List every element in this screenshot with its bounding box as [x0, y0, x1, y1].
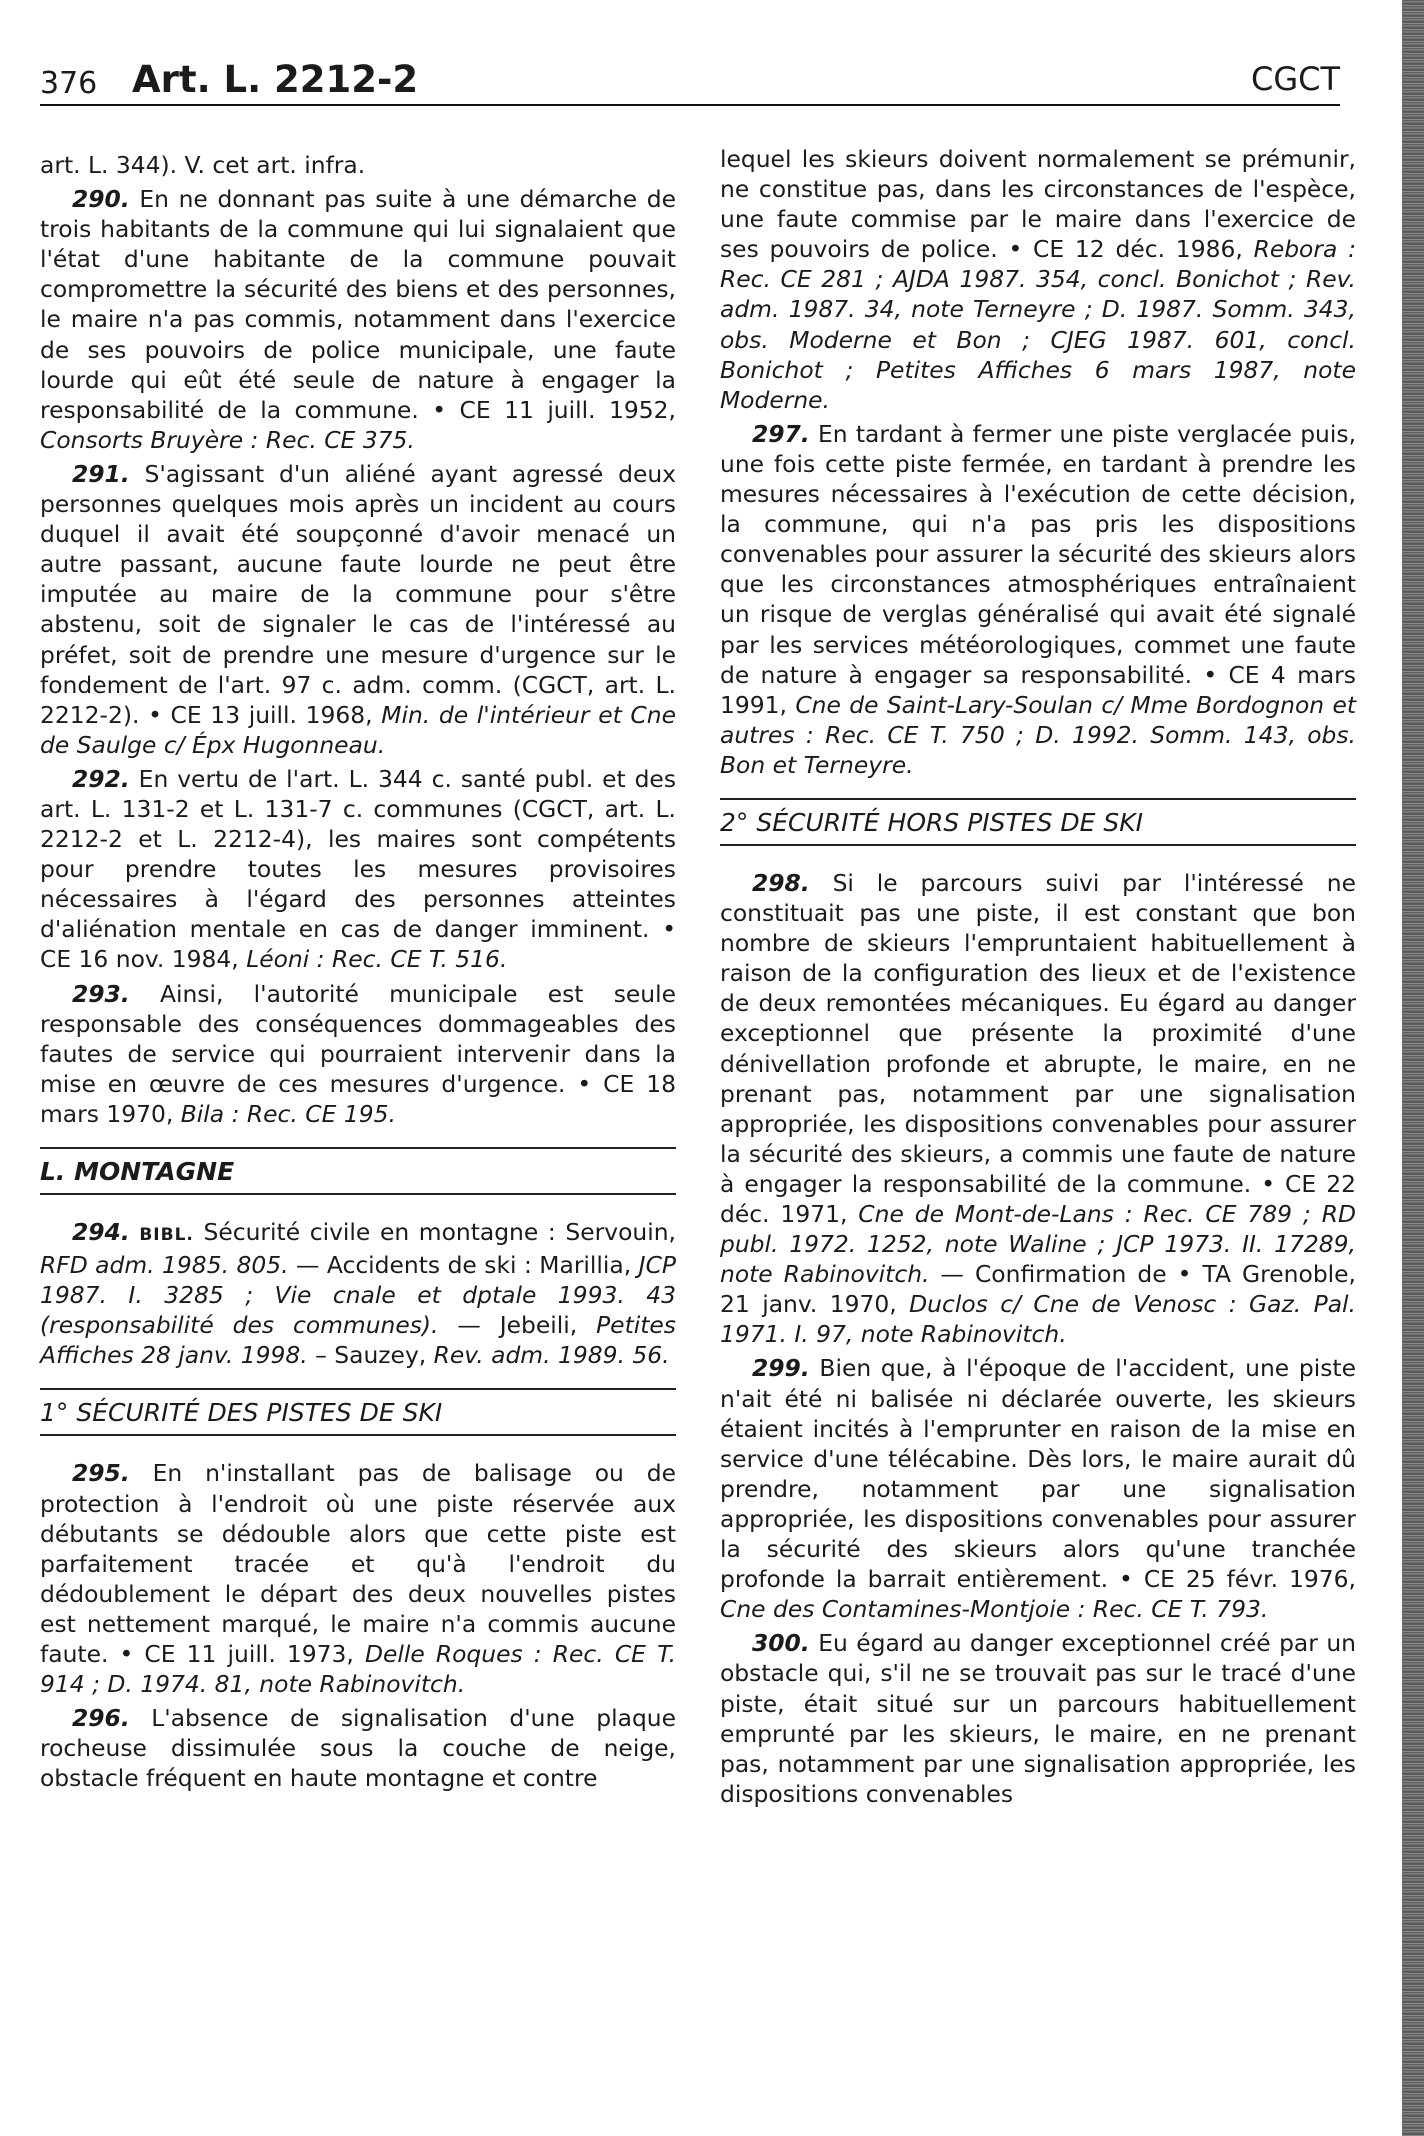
- paragraph-298: 298. Si le parcours suivi par l'intéressé ne constituait pas une piste, il est constant que bon nombre de skieurs l'empruntaient habituellement à raison de la configuration des lieux et de l'existence de deux remontées mécaniques. Eu égard au danger exceptionnel que présente la proximité d'une dénivellation profonde et abrupte, le maire, en ne prenant pas, notamment par une signalisation appropriée, les dispositions convenables pour assurer la sécurité des skieurs, a commis une faute de nature à engager la responsabilité de la commune. • CE 22 déc. 1971, Cne de Mont-de-Lans : Rec. CE 789 ; RD publ. 1972. 1252, note Waline ; JCP 1973. II. 17289, note Rabinovitch. — Confirmation de • TA Grenoble, 21 janv. 1970, Duclos c/ Cne de Venosc : Gaz. Pal. 1971. I. 97, note Rabinovitch.: [720, 868, 1356, 1349]
- paragraph-number: 297.: [752, 419, 810, 448]
- section-heading-montagne: L. MONTAGNE: [40, 1147, 676, 1195]
- paragraph-number: 300.: [752, 1629, 810, 1658]
- paragraph-295: 295. En n'installant pas de balisage ou de protection à l'endroit où une piste réservée aux débutants se dédouble alors que cette piste est parfaitement tracée et qu'à l'endroit du dédoublement le départ des deux nouvelles pistes est nettement marqué, le maire n'a commis aucune faute. • CE 11 juill. 1973, Delle Roques : Rec. CE T. 914 ; D. 1974. 81, note Rabinovitch.: [40, 1459, 677, 1699]
- page-header: [40, 58, 1340, 118]
- paragraph-number: 298.: [752, 868, 810, 897]
- paragraph-297: 297. En tardant à fermer une piste verglacée puis, une fois cette piste fermée, en tardant à prendre les mesures nécessaires à l'exécution de cette décision, la commune, qui n'a pas pris les dispositions convenables pour assurer la sécurité des skieurs alors que les circonstances atmosphériques entraînaient un risque de verglas généralisé qui avait été signalé par les services météorologiques, commet une faute de nature à engager sa responsabilité. • CE 4 mars 1991, Cne de Saint-Lary-Soulan c/ Mme Bordognon et autres : Rec. CE T. 750 ; D. 1992. Somm. 143, obs. Bon et Terneyre.: [720, 419, 1357, 779]
- paragraph-number: 293.: [72, 979, 130, 1008]
- code-label: CGCT: [1250, 60, 1340, 98]
- paragraph-296-continuation: lequel les skieurs doivent normalement se prémunir, ne constitue pas, dans les circonstances de l'espèce, une faute commise par le maire dans l'exercice de ses pouvoirs de police. • CE 12 déc. 1986, Rebora : Rec. CE 281 ; AJDA 1987. 354, concl. Bonichot ; Rev. adm. 1987. 34, note Terneyre ; D. 1987. Somm. 343, obs. Moderne et Bon ; CJEG 1987. 601, concl. Bonichot ; Petites Affiches 6 mars 1987, note Moderne.: [720, 145, 1356, 414]
- section-heading-securite-pistes: 1° SÉCURITÉ DES PISTES DE SKI: [40, 1388, 676, 1436]
- right-column: [720, 144, 1356, 1813]
- paragraph-number: 295.: [72, 1459, 130, 1488]
- paragraph-number: 296.: [72, 1704, 130, 1733]
- section-heading-hors-pistes: 2° SÉCURITÉ HORS PISTES DE SKI: [720, 798, 1356, 846]
- paragraph-number: 291.: [72, 459, 130, 488]
- paragraph-291: 291. S'agissant d'un aliéné ayant agressé deux personnes quelques mois après un incident au cours duquel il avait été soupçonné d'avoir menacé un autre passant, aucune faute lourde ne peut être imputée au maire de la commune pour s'être abstenu, soit de signaler le cas de l'intéressé au préfet, soit de prendre une mesure d'urgence sur le fondement de l'art. 97 c. adm. comm. (CGCT, art. L. 2212-2). • CE 13 juill. 1968, Min. de l'intérieur et Cne de Saulge c/ Épx Hugonneau.: [40, 459, 676, 759]
- paragraph-number: 290.: [72, 185, 130, 214]
- page-number: 376: [40, 66, 98, 101]
- paragraph-number: 299.: [752, 1354, 810, 1383]
- paragraph-292: 292. En vertu de l'art. L. 344 c. santé publ. et des art. L. 131-2 et L. 131-7 c. communes (CGCT, art. L. 2212-2 et L. 2212-4), les maires sont compétents pour prendre toutes les mesures provisoires nécessaires à l'égard des personnes atteintes d'aliénation mentale en cas de danger imminent. • CE 16 nov. 1984, Léoni : Rec. CE T. 516.: [40, 764, 677, 974]
- paragraph-294: 294. BIBL. Sécurité civile en montagne : Servouin, RFD adm. 1985. 805. — Accidents de ski : Marillia, JCP 1987. I. 3285 ; Vie cnale et dptale 1993. 43 (responsabilité des communes). — Jebeili, Petites Affiches 28 janv. 1998. – Sauzey, Rev. adm. 1989. 56.: [40, 1218, 677, 1370]
- article-heading: Art. L. 2212-2: [132, 58, 419, 101]
- paragraph-300: 300. Eu égard au danger exceptionnel créé par un obstacle qui, s'il ne se trouvait pas sur le tracé d'une piste, était situé sur un parcours habituellement emprunté par les skieurs, le maire, en ne prenant pas, notamment par une signalisation appropriée, les dispositions convenables: [720, 1629, 1357, 1808]
- left-column: [40, 150, 676, 1798]
- paragraph-continuation: art. L. 344). V. cet art. infra.: [40, 151, 366, 179]
- paragraph-number: 294.: [72, 1218, 130, 1246]
- paragraph-number: 292.: [72, 764, 130, 793]
- paragraph-293: 293. Ainsi, l'autorité municipale est seule responsable des conséquences dommageables des fautes de service qui pourraient intervenir dans la mise en œuvre de ces mesures d'urgence. • CE 18 mars 1970, Bila : Rec. CE 195.: [40, 979, 677, 1128]
- header-rule: [40, 104, 1340, 106]
- paragraph-290: 290. En ne donnant pas suite à une démarche de trois habitants de la commune qui lui signalaient que l'état d'une habitante de la commune pouvait compromettre la sécurité des biens et des personnes, le maire n'a pas commis, notamment dans l'exercice de ses pouvoirs de police municipale, une faute lourde qui eût été seule de nature à engager la responsabilité de la commune. • CE 11 juill. 1952, Consorts Bruyère : Rec. CE 375.: [40, 185, 676, 454]
- bibl-label: BIBL.: [139, 1225, 194, 1245]
- page-edge-shadow: [1402, 0, 1424, 2136]
- paragraph-299: 299. Bien que, à l'époque de l'accident, une piste n'ait été ni balisée ni déclarée ouverte, les skieurs étaient incités à l'emprunter en raison de la mise en service d'une télécabine. Dès lors, le maire aurait dû prendre, notamment par une signalisation appropriée, les dispositions convenables pour assurer la sécurité des skieurs alors qu'une tranchée profonde la barrait entièrement. • CE 25 févr. 1976, Cne des Contamines-Montjoie : Rec. CE T. 793.: [720, 1354, 1356, 1624]
- paragraph-296: 296. L'absence de signalisation d'une plaque rocheuse dissimulée sous la couche de neige, obstacle fréquent en haute montagne et contre: [40, 1704, 677, 1793]
